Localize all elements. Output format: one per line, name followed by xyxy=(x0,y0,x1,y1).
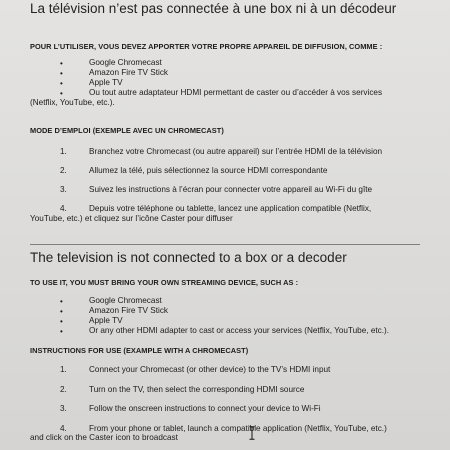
en-step-number: 1. xyxy=(60,365,67,374)
fr-bullet: • xyxy=(60,69,63,78)
fr-step-text: Branchez votre Chromecast (ou autre appareil) sur l’entrée HDMI de la télévision xyxy=(89,147,383,156)
en-step-number: 2. xyxy=(60,385,67,394)
en-step-text: Connect your Chromecast (or other device) to the TV’s HDMI input xyxy=(89,365,331,374)
fr-step-number: 3. xyxy=(60,185,67,194)
fr-bullet: • xyxy=(60,79,63,88)
en-step-text: Turn on the TV, then select the corresponding HDMI source xyxy=(89,385,305,394)
en-heading-instructions: INSTRUCTIONS FOR USE (EXAMPLE WITH A CHROMECAST) xyxy=(30,346,249,355)
fr-step-number: 4. xyxy=(60,204,67,213)
en-title: The television is not connected to a box or a decoder xyxy=(30,250,347,265)
section-divider xyxy=(30,244,420,245)
fr-bullet: • xyxy=(60,89,63,98)
text-cursor-icon xyxy=(249,426,255,440)
fr-device-item: Ou tout autre adaptateur HDMI permettant de caster ou d’accéder à vos services xyxy=(89,88,383,97)
fr-bullet: • xyxy=(60,59,63,68)
fr-step-text: Suivez les instructions à l’écran pour connecter votre appareil au Wi-Fi du gîte xyxy=(89,185,373,194)
fr-step-number: 1. xyxy=(60,147,67,156)
fr-step-text: Depuis votre téléphone ou tablette, lancez une application compatible (Netflix, xyxy=(89,204,372,213)
en-step-text: From your phone or tablet, launch a compatible application (Netflix, YouTube, etc.) xyxy=(89,424,387,433)
fr-heading-use: POUR L’UTILISER, VOUS DEVEZ APPORTER VOTRE PROPRE APPAREIL DE DIFFUSION, COMME : xyxy=(30,42,383,51)
fr-device-item: Google Chromecast xyxy=(89,58,162,67)
fr-step-text-continued: YouTube, etc.) et cliquez sur l’icône Caster pour diffuser xyxy=(30,214,233,223)
fr-step-text: Allumez la télé, puis sélectionnez la source HDMI correspondante xyxy=(89,166,328,175)
fr-title: La télévision n’est pas connectée à une box ni à un décodeur xyxy=(30,1,397,16)
fr-heading-instructions: MODE D’EMPLOI (EXEMPLE AVEC UN CHROMECAST) xyxy=(30,126,224,135)
en-bullet: • xyxy=(60,307,63,316)
en-device-item: Amazon Fire TV Stick xyxy=(89,306,169,315)
fr-device-item: Amazon Fire TV Stick xyxy=(89,68,169,77)
en-device-item: Or any other HDMI adapter to cast or access your services (Netflix, YouTube, etc.). xyxy=(89,326,390,335)
en-heading-use: TO USE IT, YOU MUST BRING YOUR OWN STREAMING DEVICE, SUCH AS : xyxy=(30,278,299,287)
en-step-number: 3. xyxy=(60,404,67,413)
en-device-item: Google Chromecast xyxy=(89,296,162,305)
fr-device-item-continued: (Netflix, YouTube, etc.). xyxy=(30,98,115,107)
en-bullet: • xyxy=(60,317,63,326)
en-step-text: Follow the onscreen instructions to connect your device to Wi-Fi xyxy=(89,404,321,413)
en-bullet: • xyxy=(60,327,63,336)
en-bullet: • xyxy=(60,297,63,306)
fr-step-number: 2. xyxy=(60,166,67,175)
en-device-item: Apple TV xyxy=(89,316,123,325)
en-step-number: 4. xyxy=(60,424,67,433)
en-step-text-continued: and click on the Caster icon to broadcast xyxy=(30,433,178,442)
fr-device-item: Apple TV xyxy=(89,78,123,87)
